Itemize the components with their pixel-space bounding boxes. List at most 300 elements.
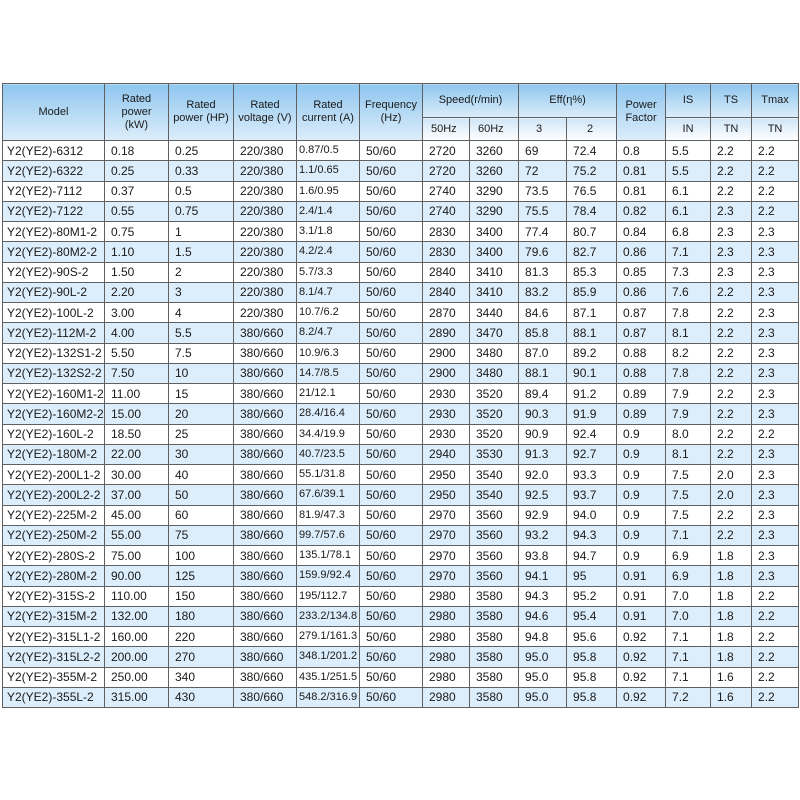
cell-power-hp: 1 [169, 222, 234, 242]
cell-power-kw: 0.18 [105, 141, 169, 161]
cell-eff-2: 95.8 [567, 687, 617, 707]
cell-ts-tn: 1.8 [711, 647, 752, 667]
cell-model: Y2(YE2)-7122 [3, 201, 105, 221]
cell-voltage: 380/660 [234, 404, 297, 424]
cell-voltage: 220/380 [234, 201, 297, 221]
cell-model: Y2(YE2)-132S2-2 [3, 363, 105, 383]
cell-power-factor: 0.9 [617, 424, 666, 444]
cell-speed-50hz: 2940 [423, 444, 470, 464]
cell-tmax-tn: 2.2 [752, 627, 799, 647]
cell-power-kw: 5.50 [105, 343, 169, 363]
cell-model: Y2(YE2)-250M-2 [3, 525, 105, 545]
cell-eff-3: 73.5 [519, 181, 567, 201]
table-row [3, 222, 799, 242]
cell-frequency: 50/60 [360, 424, 423, 444]
cell-eff-3: 94.1 [519, 566, 567, 586]
cell-current: 21/12.1 [297, 384, 360, 404]
table-row [3, 424, 799, 444]
cell-is-in: 6.1 [666, 181, 711, 201]
cell-frequency: 50/60 [360, 323, 423, 343]
cell-eff-2: 95.8 [567, 667, 617, 687]
cell-tmax-tn: 2.2 [752, 424, 799, 444]
cell-speed-60hz: 3260 [470, 141, 519, 161]
cell-frequency: 50/60 [360, 404, 423, 424]
table-row [3, 525, 799, 545]
cell-speed-50hz: 2970 [423, 525, 470, 545]
cell-current: 279.1/161.3 [297, 627, 360, 647]
cell-model: Y2(YE2)-100L-2 [3, 303, 105, 323]
cell-frequency: 50/60 [360, 546, 423, 566]
cell-eff-2: 95.4 [567, 606, 617, 626]
cell-frequency: 50/60 [360, 647, 423, 667]
cell-voltage: 380/660 [234, 525, 297, 545]
cell-speed-50hz: 2970 [423, 546, 470, 566]
cell-is-in: 6.9 [666, 566, 711, 586]
cell-power-factor: 0.87 [617, 303, 666, 323]
cell-eff-2: 91.2 [567, 384, 617, 404]
cell-power-hp: 40 [169, 465, 234, 485]
cell-current: 5.7/3.3 [297, 262, 360, 282]
header-is-in: IN [666, 118, 711, 141]
cell-power-kw: 200.00 [105, 647, 169, 667]
cell-frequency: 50/60 [360, 444, 423, 464]
cell-model: Y2(YE2)-315M-2 [3, 606, 105, 626]
cell-voltage: 380/660 [234, 505, 297, 525]
cell-current: 2.4/1.4 [297, 201, 360, 221]
cell-power-kw: 7.50 [105, 363, 169, 383]
cell-speed-50hz: 2830 [423, 242, 470, 262]
cell-eff-3: 90.9 [519, 424, 567, 444]
cell-power-factor: 0.8 [617, 141, 666, 161]
cell-eff-3: 75.5 [519, 201, 567, 221]
cell-ts-tn: 1.6 [711, 687, 752, 707]
cell-speed-60hz: 3560 [470, 525, 519, 545]
cell-power-kw: 160.00 [105, 627, 169, 647]
cell-speed-60hz: 3560 [470, 505, 519, 525]
cell-power-kw: 75.00 [105, 546, 169, 566]
cell-ts-tn: 2.2 [711, 444, 752, 464]
header-rated-power-hp-label: Rated power (HP) [173, 99, 229, 124]
cell-speed-60hz: 3540 [470, 485, 519, 505]
cell-power-kw: 90.00 [105, 566, 169, 586]
table-row [3, 687, 799, 707]
cell-model: Y2(YE2)-315L2-2 [3, 647, 105, 667]
cell-speed-50hz: 2950 [423, 485, 470, 505]
header-eff: Eff(η%) [519, 84, 617, 118]
cell-power-kw: 1.10 [105, 242, 169, 262]
cell-ts-tn: 1.8 [711, 586, 752, 606]
cell-eff-3: 93.8 [519, 546, 567, 566]
cell-ts-tn: 1.8 [711, 627, 752, 647]
cell-power-hp: 4 [169, 303, 234, 323]
cell-speed-50hz: 2840 [423, 282, 470, 302]
cell-speed-60hz: 3410 [470, 262, 519, 282]
cell-power-hp: 180 [169, 606, 234, 626]
cell-current: 28.4/16.4 [297, 404, 360, 424]
cell-is-in: 7.8 [666, 363, 711, 383]
cell-eff-3: 77.4 [519, 222, 567, 242]
cell-model: Y2(YE2)-315S-2 [3, 586, 105, 606]
cell-frequency: 50/60 [360, 465, 423, 485]
cell-eff-2: 92.7 [567, 444, 617, 464]
cell-ts-tn: 2.2 [711, 282, 752, 302]
cell-current: 1.6/0.95 [297, 181, 360, 201]
cell-current: 135.1/78.1 [297, 546, 360, 566]
cell-model: Y2(YE2)-80M2-2 [3, 242, 105, 262]
cell-eff-3: 94.8 [519, 627, 567, 647]
cell-tmax-tn: 2.2 [752, 181, 799, 201]
cell-speed-60hz: 3480 [470, 363, 519, 383]
cell-speed-60hz: 3580 [470, 627, 519, 647]
cell-is-in: 7.8 [666, 303, 711, 323]
cell-power-kw: 55.00 [105, 525, 169, 545]
cell-current: 34.4/19.9 [297, 424, 360, 444]
cell-is-in: 7.1 [666, 667, 711, 687]
cell-voltage: 380/660 [234, 687, 297, 707]
cell-power-kw: 15.00 [105, 404, 169, 424]
cell-speed-50hz: 2840 [423, 262, 470, 282]
cell-model: Y2(YE2)-180M-2 [3, 444, 105, 464]
cell-speed-50hz: 2890 [423, 323, 470, 343]
cell-voltage: 220/380 [234, 242, 297, 262]
cell-power-kw: 30.00 [105, 465, 169, 485]
cell-speed-50hz: 2970 [423, 566, 470, 586]
cell-ts-tn: 2.2 [711, 384, 752, 404]
table-row [3, 323, 799, 343]
header-tmax: Tmax [752, 84, 799, 118]
cell-tmax-tn: 2.2 [752, 606, 799, 626]
cell-current: 81.9/47.3 [297, 505, 360, 525]
cell-power-factor: 0.92 [617, 647, 666, 667]
cell-frequency: 50/60 [360, 303, 423, 323]
cell-eff-2: 92.4 [567, 424, 617, 444]
spec-table-container [2, 83, 798, 708]
table-row [3, 586, 799, 606]
cell-power-factor: 0.87 [617, 323, 666, 343]
cell-eff-3: 93.2 [519, 525, 567, 545]
header-frequency-label: Frequency (Hz) [365, 99, 417, 124]
cell-model: Y2(YE2)-90L-2 [3, 282, 105, 302]
cell-current: 348.1/201.2 [297, 647, 360, 667]
cell-voltage: 380/660 [234, 485, 297, 505]
table-row [3, 606, 799, 626]
cell-power-kw: 22.00 [105, 444, 169, 464]
header-rated-voltage-label: Rated voltage (V) [238, 99, 292, 124]
cell-eff-2: 85.3 [567, 262, 617, 282]
cell-power-hp: 75 [169, 525, 234, 545]
cell-eff-2: 94.3 [567, 525, 617, 545]
table-row [3, 161, 799, 181]
header-ts-tn: TN [711, 118, 752, 141]
cell-current: 10.7/6.2 [297, 303, 360, 323]
table-row [3, 363, 799, 383]
cell-power-hp: 125 [169, 566, 234, 586]
cell-eff-2: 95.6 [567, 627, 617, 647]
table-row [3, 647, 799, 667]
cell-eff-2: 93.3 [567, 465, 617, 485]
table-row [3, 303, 799, 323]
cell-model: Y2(YE2)-200L2-2 [3, 485, 105, 505]
cell-speed-60hz: 3290 [470, 181, 519, 201]
cell-power-kw: 1.50 [105, 262, 169, 282]
header-eff-3: 3 [519, 118, 567, 141]
cell-ts-tn: 2.2 [711, 424, 752, 444]
cell-speed-60hz: 3410 [470, 282, 519, 302]
cell-frequency: 50/60 [360, 586, 423, 606]
cell-power-kw: 0.37 [105, 181, 169, 201]
cell-current: 233.2/134.8 [297, 606, 360, 626]
cell-tmax-tn: 2.3 [752, 485, 799, 505]
header-eff-2: 2 [567, 118, 617, 141]
cell-power-factor: 0.85 [617, 262, 666, 282]
cell-tmax-tn: 2.2 [752, 161, 799, 181]
cell-power-factor: 0.91 [617, 586, 666, 606]
cell-speed-60hz: 3530 [470, 444, 519, 464]
cell-speed-60hz: 3470 [470, 323, 519, 343]
cell-eff-3: 95.0 [519, 667, 567, 687]
cell-speed-50hz: 2970 [423, 505, 470, 525]
cell-speed-60hz: 3580 [470, 687, 519, 707]
header-model: Model [3, 84, 105, 141]
cell-eff-2: 93.7 [567, 485, 617, 505]
cell-ts-tn: 1.6 [711, 667, 752, 687]
cell-is-in: 7.5 [666, 485, 711, 505]
cell-power-hp: 50 [169, 485, 234, 505]
cell-current: 3.1/1.8 [297, 222, 360, 242]
cell-voltage: 220/380 [234, 282, 297, 302]
cell-is-in: 8.1 [666, 444, 711, 464]
cell-frequency: 50/60 [360, 606, 423, 626]
cell-tmax-tn: 2.3 [752, 343, 799, 363]
cell-power-kw: 0.75 [105, 222, 169, 242]
cell-power-factor: 0.86 [617, 242, 666, 262]
cell-voltage: 220/380 [234, 262, 297, 282]
table-row [3, 485, 799, 505]
cell-speed-60hz: 3580 [470, 606, 519, 626]
motor-spec-table [2, 83, 799, 708]
cell-speed-50hz: 2900 [423, 343, 470, 363]
cell-speed-50hz: 2720 [423, 141, 470, 161]
cell-tmax-tn: 2.2 [752, 141, 799, 161]
cell-speed-60hz: 3480 [470, 343, 519, 363]
header-speed: Speed(r/min) [423, 84, 519, 118]
cell-eff-2: 90.1 [567, 363, 617, 383]
cell-model: Y2(YE2)-6322 [3, 161, 105, 181]
cell-speed-60hz: 3400 [470, 242, 519, 262]
cell-frequency: 50/60 [360, 222, 423, 242]
cell-speed-60hz: 3560 [470, 546, 519, 566]
cell-tmax-tn: 2.3 [752, 363, 799, 383]
cell-current: 8.1/4.7 [297, 282, 360, 302]
cell-power-factor: 0.81 [617, 181, 666, 201]
cell-is-in: 7.6 [666, 282, 711, 302]
cell-frequency: 50/60 [360, 242, 423, 262]
header-speed-60hz: 60Hz [470, 118, 519, 141]
header-is: IS [666, 84, 711, 118]
cell-ts-tn: 2.2 [711, 525, 752, 545]
cell-power-hp: 100 [169, 546, 234, 566]
cell-is-in: 7.1 [666, 647, 711, 667]
cell-is-in: 7.5 [666, 505, 711, 525]
cell-voltage: 380/660 [234, 627, 297, 647]
cell-power-hp: 0.25 [169, 141, 234, 161]
header-frequency [360, 84, 423, 141]
cell-current: 67.6/39.1 [297, 485, 360, 505]
cell-tmax-tn: 2.3 [752, 566, 799, 586]
cell-current: 1.1/0.65 [297, 161, 360, 181]
cell-voltage: 380/660 [234, 606, 297, 626]
cell-is-in: 7.1 [666, 525, 711, 545]
cell-model: Y2(YE2)-280S-2 [3, 546, 105, 566]
cell-model: Y2(YE2)-7112 [3, 181, 105, 201]
cell-eff-2: 80.7 [567, 222, 617, 242]
cell-speed-50hz: 2930 [423, 424, 470, 444]
cell-power-hp: 0.75 [169, 201, 234, 221]
cell-frequency: 50/60 [360, 525, 423, 545]
cell-frequency: 50/60 [360, 687, 423, 707]
cell-tmax-tn: 2.3 [752, 505, 799, 525]
cell-speed-50hz: 2980 [423, 687, 470, 707]
cell-power-factor: 0.92 [617, 667, 666, 687]
cell-is-in: 5.5 [666, 161, 711, 181]
cell-eff-2: 87.1 [567, 303, 617, 323]
cell-power-hp: 430 [169, 687, 234, 707]
cell-eff-2: 78.4 [567, 201, 617, 221]
cell-tmax-tn: 2.3 [752, 546, 799, 566]
cell-tmax-tn: 2.3 [752, 262, 799, 282]
cell-power-factor: 0.9 [617, 465, 666, 485]
cell-ts-tn: 2.3 [711, 222, 752, 242]
cell-power-hp: 15 [169, 384, 234, 404]
cell-eff-2: 88.1 [567, 323, 617, 343]
cell-power-factor: 0.9 [617, 485, 666, 505]
cell-is-in: 7.9 [666, 384, 711, 404]
cell-current: 435.1/251.5 [297, 667, 360, 687]
cell-model: Y2(YE2)-355L-2 [3, 687, 105, 707]
cell-is-in: 7.9 [666, 404, 711, 424]
cell-ts-tn: 2.3 [711, 242, 752, 262]
cell-ts-tn: 1.8 [711, 566, 752, 586]
cell-ts-tn: 2.2 [711, 181, 752, 201]
cell-eff-3: 89.4 [519, 384, 567, 404]
cell-tmax-tn: 2.2 [752, 687, 799, 707]
cell-is-in: 5.5 [666, 141, 711, 161]
cell-power-hp: 10 [169, 363, 234, 383]
cell-is-in: 8.2 [666, 343, 711, 363]
cell-tmax-tn: 2.3 [752, 384, 799, 404]
cell-speed-50hz: 2980 [423, 647, 470, 667]
header-tmax-tn: TN [752, 118, 799, 141]
cell-model: Y2(YE2)-6312 [3, 141, 105, 161]
cell-frequency: 50/60 [360, 627, 423, 647]
cell-speed-60hz: 3400 [470, 222, 519, 242]
cell-ts-tn: 2.2 [711, 323, 752, 343]
header-power-factor [617, 84, 666, 141]
cell-eff-2: 94.7 [567, 546, 617, 566]
cell-power-factor: 0.9 [617, 505, 666, 525]
cell-power-factor: 0.86 [617, 282, 666, 302]
cell-eff-3: 92.5 [519, 485, 567, 505]
header-speed-50hz: 50Hz [423, 118, 470, 141]
cell-eff-3: 91.3 [519, 444, 567, 464]
cell-model: Y2(YE2)-132S1-2 [3, 343, 105, 363]
cell-eff-2: 94.0 [567, 505, 617, 525]
cell-eff-3: 84.6 [519, 303, 567, 323]
cell-is-in: 6.9 [666, 546, 711, 566]
cell-power-factor: 0.88 [617, 343, 666, 363]
cell-frequency: 50/60 [360, 201, 423, 221]
table-row [3, 242, 799, 262]
table-row [3, 201, 799, 221]
cell-power-factor: 0.82 [617, 201, 666, 221]
cell-power-factor: 0.91 [617, 606, 666, 626]
cell-speed-50hz: 2980 [423, 586, 470, 606]
cell-eff-2: 95.2 [567, 586, 617, 606]
table-row [3, 384, 799, 404]
cell-power-factor: 0.88 [617, 363, 666, 383]
cell-is-in: 6.8 [666, 222, 711, 242]
cell-tmax-tn: 2.2 [752, 667, 799, 687]
cell-voltage: 380/660 [234, 667, 297, 687]
cell-tmax-tn: 2.3 [752, 323, 799, 343]
cell-eff-3: 85.8 [519, 323, 567, 343]
cell-is-in: 7.5 [666, 465, 711, 485]
cell-is-in: 7.0 [666, 606, 711, 626]
cell-eff-3: 92.0 [519, 465, 567, 485]
cell-eff-3: 69 [519, 141, 567, 161]
cell-ts-tn: 1.8 [711, 606, 752, 626]
cell-frequency: 50/60 [360, 181, 423, 201]
table-row [3, 505, 799, 525]
cell-power-factor: 0.91 [617, 566, 666, 586]
cell-power-factor: 0.89 [617, 404, 666, 424]
cell-current: 55.1/31.8 [297, 465, 360, 485]
cell-power-factor: 0.9 [617, 444, 666, 464]
cell-power-hp: 1.5 [169, 242, 234, 262]
table-row [3, 465, 799, 485]
cell-current: 195/112.7 [297, 586, 360, 606]
cell-speed-50hz: 2930 [423, 404, 470, 424]
table-row [3, 181, 799, 201]
cell-voltage: 380/660 [234, 546, 297, 566]
cell-power-hp: 5.5 [169, 323, 234, 343]
cell-frequency: 50/60 [360, 282, 423, 302]
cell-frequency: 50/60 [360, 141, 423, 161]
cell-power-factor: 0.92 [617, 687, 666, 707]
cell-speed-60hz: 3540 [470, 465, 519, 485]
table-row [3, 667, 799, 687]
cell-speed-60hz: 3290 [470, 201, 519, 221]
cell-is-in: 7.3 [666, 262, 711, 282]
cell-frequency: 50/60 [360, 485, 423, 505]
cell-eff-3: 95.0 [519, 647, 567, 667]
cell-power-hp: 25 [169, 424, 234, 444]
cell-eff-3: 95.0 [519, 687, 567, 707]
cell-current: 99.7/57.6 [297, 525, 360, 545]
cell-power-hp: 0.33 [169, 161, 234, 181]
cell-power-kw: 132.00 [105, 606, 169, 626]
header-rated-current [297, 84, 360, 141]
header-rated-power-kw-label: Rated power (kW) [121, 92, 152, 131]
cell-model: Y2(YE2)-315L1-2 [3, 627, 105, 647]
cell-ts-tn: 2.2 [711, 303, 752, 323]
cell-ts-tn: 2.3 [711, 262, 752, 282]
cell-eff-3: 83.2 [519, 282, 567, 302]
cell-power-hp: 340 [169, 667, 234, 687]
cell-ts-tn: 2.3 [711, 201, 752, 221]
cell-power-factor: 0.9 [617, 525, 666, 545]
cell-power-kw: 11.00 [105, 384, 169, 404]
